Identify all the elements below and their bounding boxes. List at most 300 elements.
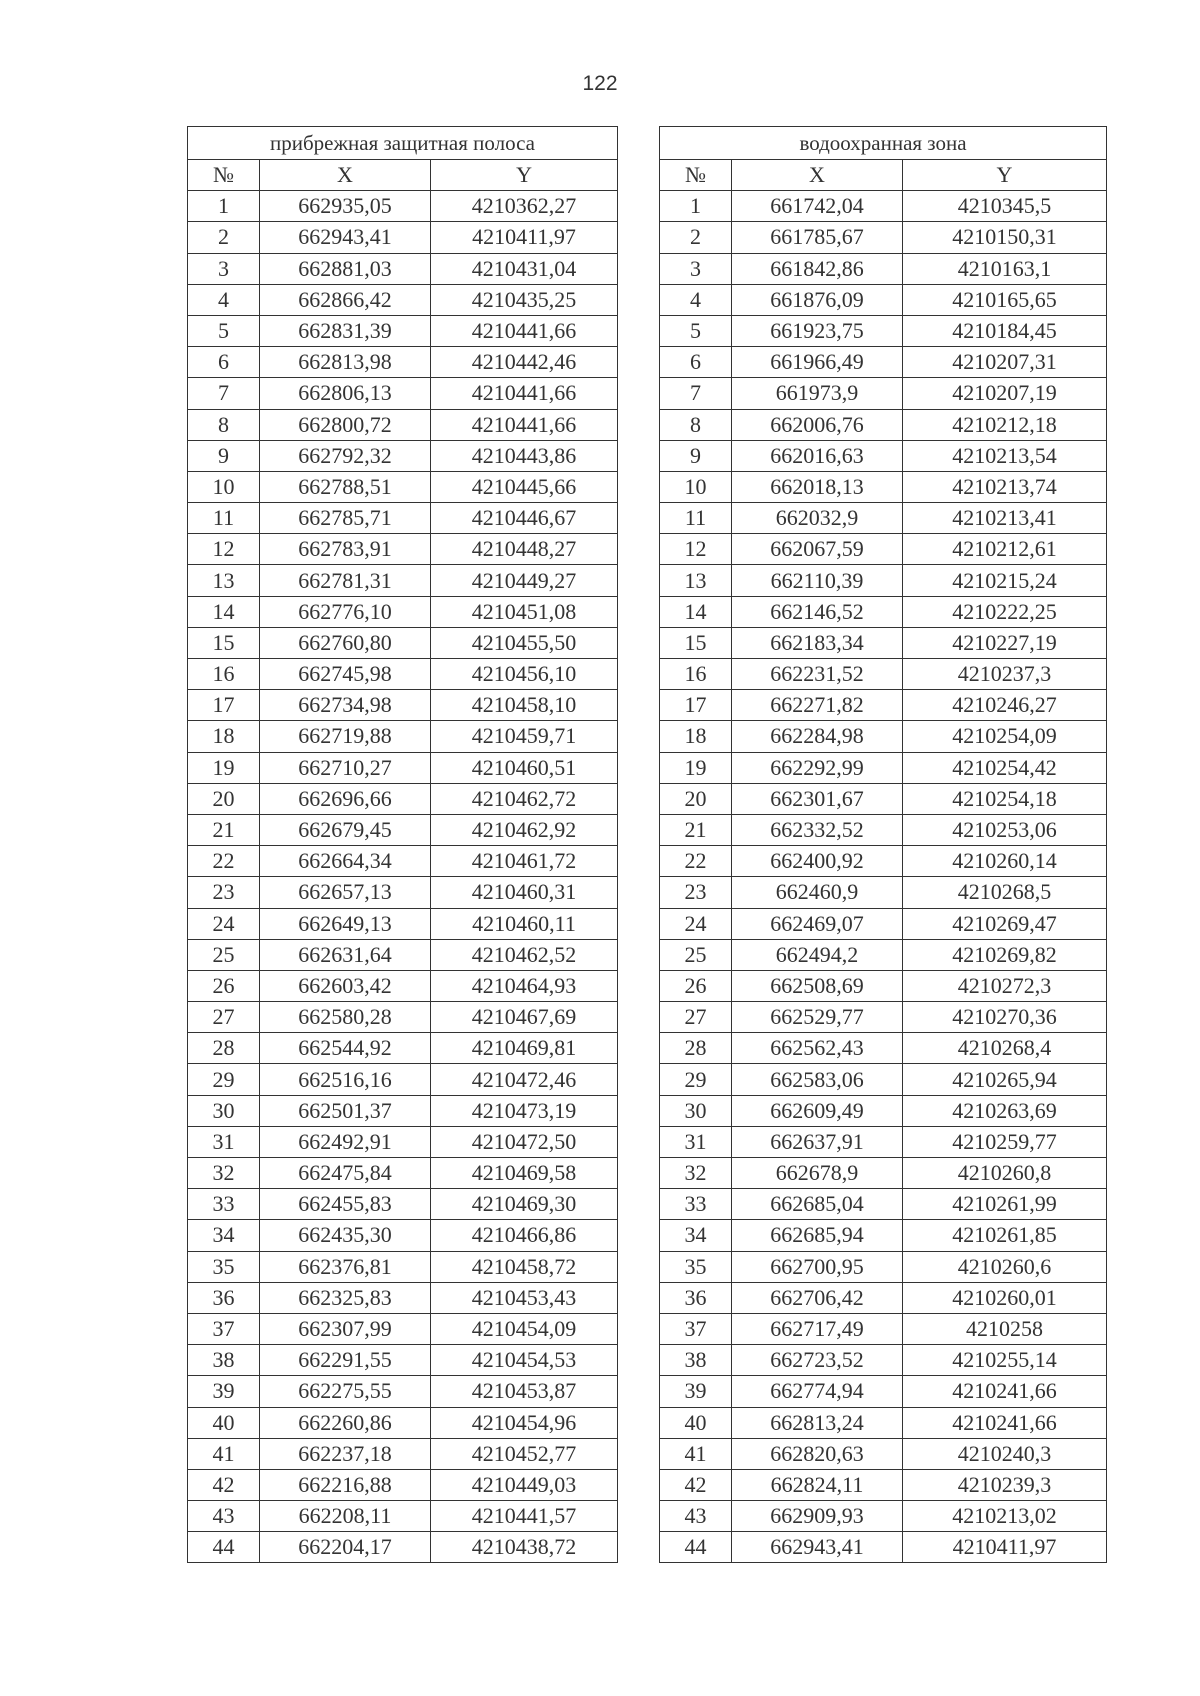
- right-table-body: [660, 191, 1107, 1563]
- x-coordinate: 662706,42: [732, 1282, 903, 1313]
- table-row: [660, 690, 1107, 721]
- x-coordinate: 662776,10: [260, 596, 431, 627]
- point-number: 14: [660, 596, 732, 627]
- table-row: [188, 814, 618, 845]
- x-coordinate: 662678,9: [732, 1158, 903, 1189]
- y-coordinate: 4210241,66: [903, 1376, 1107, 1407]
- table-row: [188, 1345, 618, 1376]
- table-row: [660, 1345, 1107, 1376]
- right-header-x: X: [732, 160, 903, 191]
- table-row: [188, 627, 618, 658]
- y-coordinate: 4210212,61: [903, 534, 1107, 565]
- x-coordinate: 662544,92: [260, 1033, 431, 1064]
- x-coordinate: 662435,30: [260, 1220, 431, 1251]
- point-number: 6: [188, 347, 260, 378]
- x-coordinate: 661785,67: [732, 222, 903, 253]
- table-row: [660, 721, 1107, 752]
- table-row: [188, 1376, 618, 1407]
- point-number: 7: [188, 378, 260, 409]
- y-coordinate: 4210207,31: [903, 347, 1107, 378]
- y-coordinate: 4210260,14: [903, 846, 1107, 877]
- point-number: 21: [188, 814, 260, 845]
- y-coordinate: 4210165,65: [903, 284, 1107, 315]
- point-number: 19: [660, 752, 732, 783]
- table-row: [660, 1407, 1107, 1438]
- x-coordinate: 662216,88: [260, 1469, 431, 1500]
- table-row: [660, 565, 1107, 596]
- table-row: [188, 1251, 618, 1282]
- point-number: 9: [188, 440, 260, 471]
- point-number: 37: [188, 1313, 260, 1344]
- x-coordinate: 662649,13: [260, 908, 431, 939]
- x-coordinate: 662781,31: [260, 565, 431, 596]
- point-number: 33: [660, 1189, 732, 1220]
- point-number: 35: [660, 1251, 732, 1282]
- x-coordinate: 662792,32: [260, 440, 431, 471]
- x-coordinate: 661842,86: [732, 253, 903, 284]
- point-number: 3: [660, 253, 732, 284]
- x-coordinate: 662376,81: [260, 1251, 431, 1282]
- y-coordinate: 4210441,66: [431, 378, 618, 409]
- point-number: 5: [188, 315, 260, 346]
- point-number: 4: [188, 284, 260, 315]
- y-coordinate: 4210448,27: [431, 534, 618, 565]
- point-number: 16: [188, 659, 260, 690]
- right-table-title: водоохранная зона: [660, 127, 1107, 160]
- table-row: [188, 1189, 618, 1220]
- table-row: [660, 1126, 1107, 1157]
- x-coordinate: 662813,24: [732, 1407, 903, 1438]
- point-number: 17: [188, 690, 260, 721]
- table-row: [188, 752, 618, 783]
- y-coordinate: 4210213,74: [903, 471, 1107, 502]
- x-coordinate: 662469,07: [732, 908, 903, 939]
- table-row: [188, 783, 618, 814]
- y-coordinate: 4210265,94: [903, 1064, 1107, 1095]
- y-coordinate: 4210441,66: [431, 409, 618, 440]
- point-number: 29: [660, 1064, 732, 1095]
- point-number: 22: [660, 846, 732, 877]
- y-coordinate: 4210446,67: [431, 503, 618, 534]
- x-coordinate: 662866,42: [260, 284, 431, 315]
- point-number: 26: [660, 970, 732, 1001]
- x-coordinate: 662516,16: [260, 1064, 431, 1095]
- x-coordinate: 662562,43: [732, 1033, 903, 1064]
- y-coordinate: 4210441,57: [431, 1501, 618, 1532]
- x-coordinate: 662679,45: [260, 814, 431, 845]
- table-row: [188, 284, 618, 315]
- x-coordinate: 662275,55: [260, 1376, 431, 1407]
- y-coordinate: 4210464,93: [431, 970, 618, 1001]
- table-row: [188, 1033, 618, 1064]
- x-coordinate: 662307,99: [260, 1313, 431, 1344]
- table-row: [660, 534, 1107, 565]
- point-number: 8: [188, 409, 260, 440]
- y-coordinate: 4210435,25: [431, 284, 618, 315]
- table-row: [660, 1033, 1107, 1064]
- table-row: [188, 347, 618, 378]
- table-row: [660, 1376, 1107, 1407]
- point-number: 40: [660, 1407, 732, 1438]
- point-number: 20: [188, 783, 260, 814]
- point-number: 41: [660, 1438, 732, 1469]
- y-coordinate: 4210460,51: [431, 752, 618, 783]
- point-number: 1: [660, 191, 732, 222]
- point-number: 13: [660, 565, 732, 596]
- y-coordinate: 4210150,31: [903, 222, 1107, 253]
- y-coordinate: 4210459,71: [431, 721, 618, 752]
- y-coordinate: 4210253,06: [903, 814, 1107, 845]
- table-row: [188, 1220, 618, 1251]
- y-coordinate: 4210438,72: [431, 1532, 618, 1563]
- point-number: 11: [188, 503, 260, 534]
- table-row: [188, 908, 618, 939]
- y-coordinate: 4210454,09: [431, 1313, 618, 1344]
- y-coordinate: 4210472,50: [431, 1126, 618, 1157]
- point-number: 24: [660, 908, 732, 939]
- table-row: [660, 1251, 1107, 1282]
- y-coordinate: 4210411,97: [903, 1532, 1107, 1563]
- point-number: 37: [660, 1313, 732, 1344]
- y-coordinate: 4210261,99: [903, 1189, 1107, 1220]
- y-coordinate: 4210458,72: [431, 1251, 618, 1282]
- table-row: [660, 347, 1107, 378]
- y-coordinate: 4210449,03: [431, 1469, 618, 1500]
- table-row: [660, 1189, 1107, 1220]
- point-number: 27: [188, 1002, 260, 1033]
- table-row: [660, 939, 1107, 970]
- right-coordinates-table: [659, 126, 1107, 1563]
- table-row: [660, 1501, 1107, 1532]
- table-row: [188, 846, 618, 877]
- table-row: [660, 1220, 1107, 1251]
- point-number: 3: [188, 253, 260, 284]
- y-coordinate: 4210213,41: [903, 503, 1107, 534]
- table-row: [188, 565, 618, 596]
- table-row: [660, 877, 1107, 908]
- table-row: [660, 970, 1107, 1001]
- x-coordinate: 662271,82: [732, 690, 903, 721]
- x-coordinate: 661876,09: [732, 284, 903, 315]
- y-coordinate: 4210254,09: [903, 721, 1107, 752]
- point-number: 29: [188, 1064, 260, 1095]
- y-coordinate: 4210460,31: [431, 877, 618, 908]
- table-row: [660, 253, 1107, 284]
- point-number: 30: [188, 1095, 260, 1126]
- point-number: 4: [660, 284, 732, 315]
- y-coordinate: 4210184,45: [903, 315, 1107, 346]
- table-row: [188, 315, 618, 346]
- table-row: [660, 1002, 1107, 1033]
- y-coordinate: 4210260,6: [903, 1251, 1107, 1282]
- y-coordinate: 4210258: [903, 1313, 1107, 1344]
- y-coordinate: 4210411,97: [431, 222, 618, 253]
- point-number: 28: [660, 1033, 732, 1064]
- table-row: [660, 627, 1107, 658]
- point-number: 20: [660, 783, 732, 814]
- y-coordinate: 4210467,69: [431, 1002, 618, 1033]
- point-number: 25: [188, 939, 260, 970]
- table-row: [660, 1095, 1107, 1126]
- point-number: 43: [660, 1501, 732, 1532]
- y-coordinate: 4210452,77: [431, 1438, 618, 1469]
- y-coordinate: 4210269,82: [903, 939, 1107, 970]
- table-row: [188, 1501, 618, 1532]
- table-row: [188, 1407, 618, 1438]
- point-number: 23: [660, 877, 732, 908]
- x-coordinate: 662291,55: [260, 1345, 431, 1376]
- y-coordinate: 4210215,24: [903, 565, 1107, 596]
- x-coordinate: 662494,2: [732, 939, 903, 970]
- x-coordinate: 662631,64: [260, 939, 431, 970]
- point-number: 32: [660, 1158, 732, 1189]
- table-row: [660, 1469, 1107, 1500]
- table-row: [188, 440, 618, 471]
- left-header-number: №: [188, 160, 260, 191]
- x-coordinate: 662760,80: [260, 627, 431, 658]
- table-row: [188, 1095, 618, 1126]
- y-coordinate: 4210472,46: [431, 1064, 618, 1095]
- point-number: 13: [188, 565, 260, 596]
- table-row: [660, 1438, 1107, 1469]
- x-coordinate: 662745,98: [260, 659, 431, 690]
- point-number: 15: [188, 627, 260, 658]
- point-number: 40: [188, 1407, 260, 1438]
- x-coordinate: 661742,04: [732, 191, 903, 222]
- table-row: [188, 191, 618, 222]
- point-number: 7: [660, 378, 732, 409]
- point-number: 9: [660, 440, 732, 471]
- right-header-number: №: [660, 160, 732, 191]
- table-row: [188, 721, 618, 752]
- point-number: 16: [660, 659, 732, 690]
- y-coordinate: 4210453,87: [431, 1376, 618, 1407]
- table-row: [660, 1532, 1107, 1563]
- y-coordinate: 4210268,4: [903, 1033, 1107, 1064]
- left-table-body: [188, 191, 618, 1563]
- y-coordinate: 4210241,66: [903, 1407, 1107, 1438]
- x-coordinate: 662032,9: [732, 503, 903, 534]
- x-coordinate: 662609,49: [732, 1095, 903, 1126]
- left-table-title: прибрежная защитная полоса: [188, 127, 618, 160]
- y-coordinate: 4210462,72: [431, 783, 618, 814]
- x-coordinate: 662820,63: [732, 1438, 903, 1469]
- table-row: [188, 253, 618, 284]
- left-coordinates-table: [187, 126, 618, 1563]
- point-number: 22: [188, 846, 260, 877]
- x-coordinate: 662723,52: [732, 1345, 903, 1376]
- table-row: [188, 378, 618, 409]
- point-number: 44: [188, 1532, 260, 1563]
- y-coordinate: 4210449,27: [431, 565, 618, 596]
- point-number: 39: [188, 1376, 260, 1407]
- y-coordinate: 4210255,14: [903, 1345, 1107, 1376]
- x-coordinate: 662508,69: [732, 970, 903, 1001]
- point-number: 32: [188, 1158, 260, 1189]
- table-row: [660, 814, 1107, 845]
- point-number: 34: [188, 1220, 260, 1251]
- table-row: [188, 409, 618, 440]
- table-row: [188, 1532, 618, 1563]
- table-row: [188, 659, 618, 690]
- y-coordinate: 4210454,96: [431, 1407, 618, 1438]
- x-coordinate: 661966,49: [732, 347, 903, 378]
- x-coordinate: 662332,52: [732, 814, 903, 845]
- y-coordinate: 4210207,19: [903, 378, 1107, 409]
- x-coordinate: 662284,98: [732, 721, 903, 752]
- point-number: 10: [188, 471, 260, 502]
- x-coordinate: 662237,18: [260, 1438, 431, 1469]
- table-row: [660, 440, 1107, 471]
- point-number: 1: [188, 191, 260, 222]
- x-coordinate: 662006,76: [732, 409, 903, 440]
- table-row: [188, 534, 618, 565]
- x-coordinate: 662204,17: [260, 1532, 431, 1563]
- point-number: 18: [660, 721, 732, 752]
- page-number: 122: [582, 72, 618, 95]
- x-coordinate: 662400,92: [732, 846, 903, 877]
- point-number: 44: [660, 1532, 732, 1563]
- y-coordinate: 4210240,3: [903, 1438, 1107, 1469]
- table-row: [660, 908, 1107, 939]
- x-coordinate: 662146,52: [732, 596, 903, 627]
- table-row: [188, 1469, 618, 1500]
- point-number: 12: [188, 534, 260, 565]
- y-coordinate: 4210345,5: [903, 191, 1107, 222]
- x-coordinate: 662806,13: [260, 378, 431, 409]
- point-number: 38: [188, 1345, 260, 1376]
- table-row: [660, 409, 1107, 440]
- table-row: [660, 846, 1107, 877]
- table-row: [660, 284, 1107, 315]
- x-coordinate: 662710,27: [260, 752, 431, 783]
- x-coordinate: 662664,34: [260, 846, 431, 877]
- x-coordinate: 662455,83: [260, 1189, 431, 1220]
- point-number: 36: [660, 1282, 732, 1313]
- point-number: 12: [660, 534, 732, 565]
- y-coordinate: 4210473,19: [431, 1095, 618, 1126]
- x-coordinate: 662657,13: [260, 877, 431, 908]
- left-header-x: X: [260, 160, 431, 191]
- x-coordinate: 662685,94: [732, 1220, 903, 1251]
- x-coordinate: 662788,51: [260, 471, 431, 502]
- table-row: [188, 1064, 618, 1095]
- x-coordinate: 662018,13: [732, 471, 903, 502]
- y-coordinate: 4210455,50: [431, 627, 618, 658]
- table-row: [188, 1126, 618, 1157]
- x-coordinate: 662460,9: [732, 877, 903, 908]
- point-number: 31: [660, 1126, 732, 1157]
- point-number: 14: [188, 596, 260, 627]
- y-coordinate: 4210461,72: [431, 846, 618, 877]
- table-row: [660, 659, 1107, 690]
- y-coordinate: 4210269,47: [903, 908, 1107, 939]
- x-coordinate: 662492,91: [260, 1126, 431, 1157]
- x-coordinate: 662943,41: [732, 1532, 903, 1563]
- table-row: [188, 1438, 618, 1469]
- x-coordinate: 662067,59: [732, 534, 903, 565]
- point-number: 6: [660, 347, 732, 378]
- point-number: 23: [188, 877, 260, 908]
- table-row: [188, 471, 618, 502]
- point-number: 42: [188, 1469, 260, 1500]
- y-coordinate: 4210254,18: [903, 783, 1107, 814]
- point-number: 42: [660, 1469, 732, 1500]
- y-coordinate: 4210213,02: [903, 1501, 1107, 1532]
- y-coordinate: 4210462,52: [431, 939, 618, 970]
- table-row: [660, 596, 1107, 627]
- x-coordinate: 662292,99: [732, 752, 903, 783]
- table-row: [660, 315, 1107, 346]
- point-number: 43: [188, 1501, 260, 1532]
- x-coordinate: 662183,34: [732, 627, 903, 658]
- table-row: [188, 1282, 618, 1313]
- y-coordinate: 4210260,8: [903, 1158, 1107, 1189]
- x-coordinate: 662943,41: [260, 222, 431, 253]
- y-coordinate: 4210456,10: [431, 659, 618, 690]
- table-row: [188, 1158, 618, 1189]
- table-row: [188, 970, 618, 1001]
- y-coordinate: 4210246,27: [903, 690, 1107, 721]
- x-coordinate: 662774,94: [732, 1376, 903, 1407]
- x-coordinate: 662016,63: [732, 440, 903, 471]
- y-coordinate: 4210431,04: [431, 253, 618, 284]
- left-header-y: Y: [431, 160, 618, 191]
- point-number: 34: [660, 1220, 732, 1251]
- y-coordinate: 4210451,08: [431, 596, 618, 627]
- table-row: [660, 1158, 1107, 1189]
- y-coordinate: 4210254,42: [903, 752, 1107, 783]
- x-coordinate: 662603,42: [260, 970, 431, 1001]
- table-row: [660, 471, 1107, 502]
- point-number: 35: [188, 1251, 260, 1282]
- x-coordinate: 662783,91: [260, 534, 431, 565]
- point-number: 30: [660, 1095, 732, 1126]
- x-coordinate: 662580,28: [260, 1002, 431, 1033]
- table-row: [188, 939, 618, 970]
- point-number: 2: [660, 222, 732, 253]
- x-coordinate: 662831,39: [260, 315, 431, 346]
- point-number: 38: [660, 1345, 732, 1376]
- y-coordinate: 4210261,85: [903, 1220, 1107, 1251]
- x-coordinate: 662583,06: [732, 1064, 903, 1095]
- point-number: 27: [660, 1002, 732, 1033]
- table-row: [660, 503, 1107, 534]
- y-coordinate: 4210268,5: [903, 877, 1107, 908]
- y-coordinate: 4210222,25: [903, 596, 1107, 627]
- y-coordinate: 4210469,58: [431, 1158, 618, 1189]
- x-coordinate: 662717,49: [732, 1313, 903, 1344]
- x-coordinate: 662637,91: [732, 1126, 903, 1157]
- table-row: [188, 1002, 618, 1033]
- x-coordinate: 661973,9: [732, 378, 903, 409]
- x-coordinate: 662800,72: [260, 409, 431, 440]
- x-coordinate: 661923,75: [732, 315, 903, 346]
- y-coordinate: 4210213,54: [903, 440, 1107, 471]
- right-header-y: Y: [903, 160, 1107, 191]
- x-coordinate: 662719,88: [260, 721, 431, 752]
- table-row: [188, 1313, 618, 1344]
- x-coordinate: 662260,86: [260, 1407, 431, 1438]
- point-number: 28: [188, 1033, 260, 1064]
- y-coordinate: 4210453,43: [431, 1282, 618, 1313]
- point-number: 11: [660, 503, 732, 534]
- x-coordinate: 662475,84: [260, 1158, 431, 1189]
- x-coordinate: 662785,71: [260, 503, 431, 534]
- point-number: 18: [188, 721, 260, 752]
- table-row: [660, 1064, 1107, 1095]
- table-row: [188, 877, 618, 908]
